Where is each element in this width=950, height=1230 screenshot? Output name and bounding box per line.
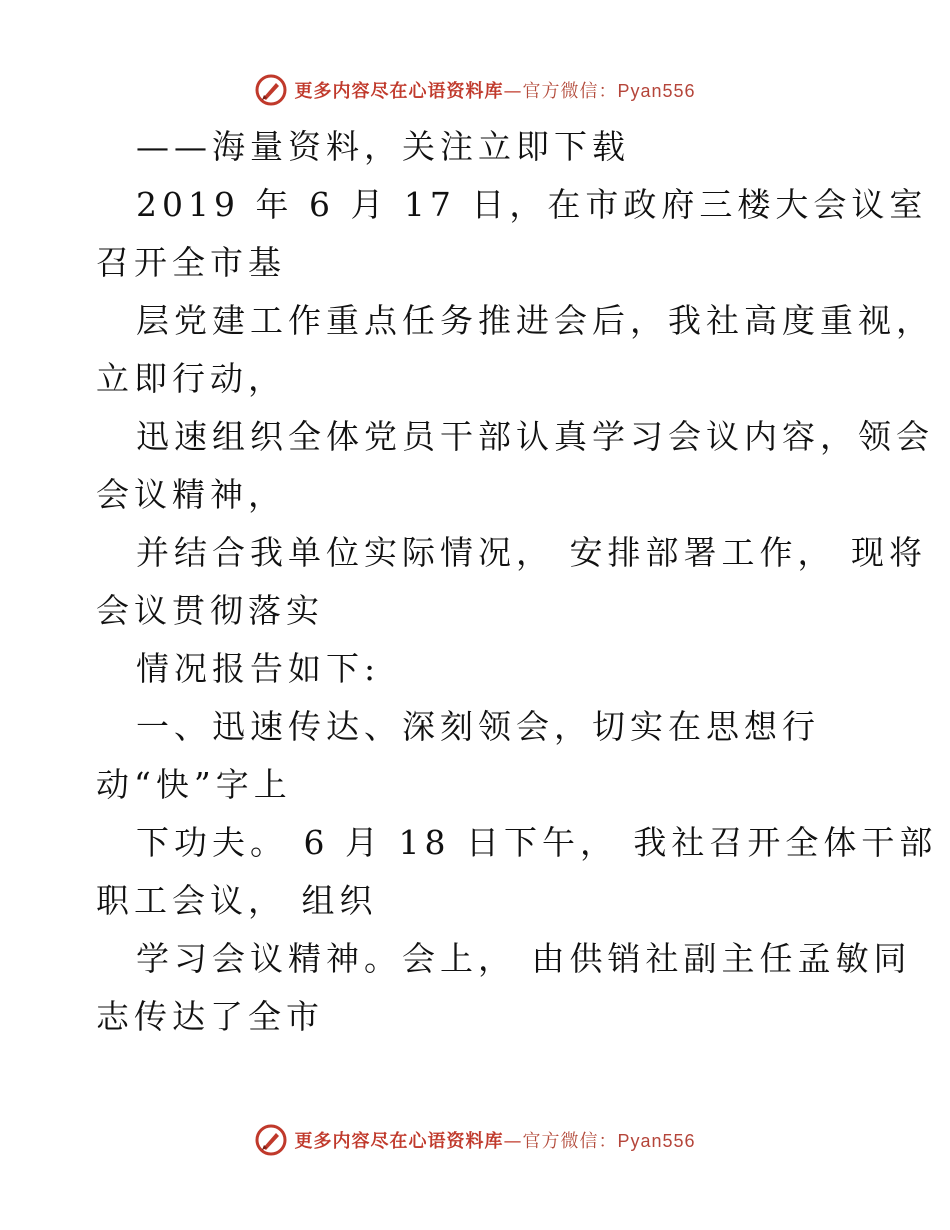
text-line: 志传达了全市 bbox=[96, 997, 324, 1036]
text-line: 立即行动， bbox=[96, 359, 286, 398]
text-line: 会议精神， bbox=[96, 475, 286, 514]
pen-logo-icon bbox=[254, 73, 288, 107]
text-line: 下功夫。 6 月 18 日下午， 我社召开全体干部 bbox=[136, 823, 938, 862]
watermark-wechat-id: Pyan556 bbox=[617, 1131, 696, 1151]
text-line: 职工会议， 组织 bbox=[96, 881, 378, 920]
watermark-separator: — bbox=[503, 81, 523, 102]
header-watermark-banner bbox=[0, 70, 950, 110]
watermark-main-text: 更多内容尽在心语资料库 bbox=[294, 1131, 504, 1152]
text-line: 学习会议精神。会上， 由供销社副主任孟敏同 bbox=[136, 939, 912, 978]
text-line: ——海量资料，关注立即下载 bbox=[136, 127, 630, 166]
footer-watermark-banner bbox=[0, 1120, 950, 1160]
watermark-text bbox=[294, 1127, 695, 1153]
watermark-separator: — bbox=[503, 1131, 523, 1152]
watermark-sub-text: 官方微信： bbox=[522, 1131, 618, 1152]
watermark-sub-text: 官方微信： bbox=[522, 81, 618, 102]
text-line: 并结合我单位实际情况， 安排部署工作， 现将 bbox=[136, 533, 927, 572]
text-line: 动“快”字上 bbox=[96, 765, 292, 804]
text-line: 一、迅速传达、深刻领会，切实在思想行 bbox=[136, 707, 820, 746]
text-line: 情况报告如下: bbox=[136, 649, 381, 688]
text-line: 迅速组织全体党员干部认真学习会议内容，领会 bbox=[136, 417, 934, 456]
document-body bbox=[96, 118, 938, 1046]
pen-logo-icon bbox=[254, 1123, 288, 1157]
watermark-text bbox=[294, 77, 695, 103]
watermark-wechat-id: Pyan556 bbox=[617, 81, 696, 101]
watermark-main-text: 更多内容尽在心语资料库 bbox=[294, 81, 504, 102]
text-line: 2019 年 6 月 17 日，在市政府三楼大会议室 bbox=[136, 185, 928, 224]
text-line: 召开全市基 bbox=[96, 243, 286, 282]
text-line: 会议贯彻落实 bbox=[96, 591, 324, 630]
text-line: 层党建工作重点任务推进会后，我社高度重视， bbox=[136, 301, 934, 340]
